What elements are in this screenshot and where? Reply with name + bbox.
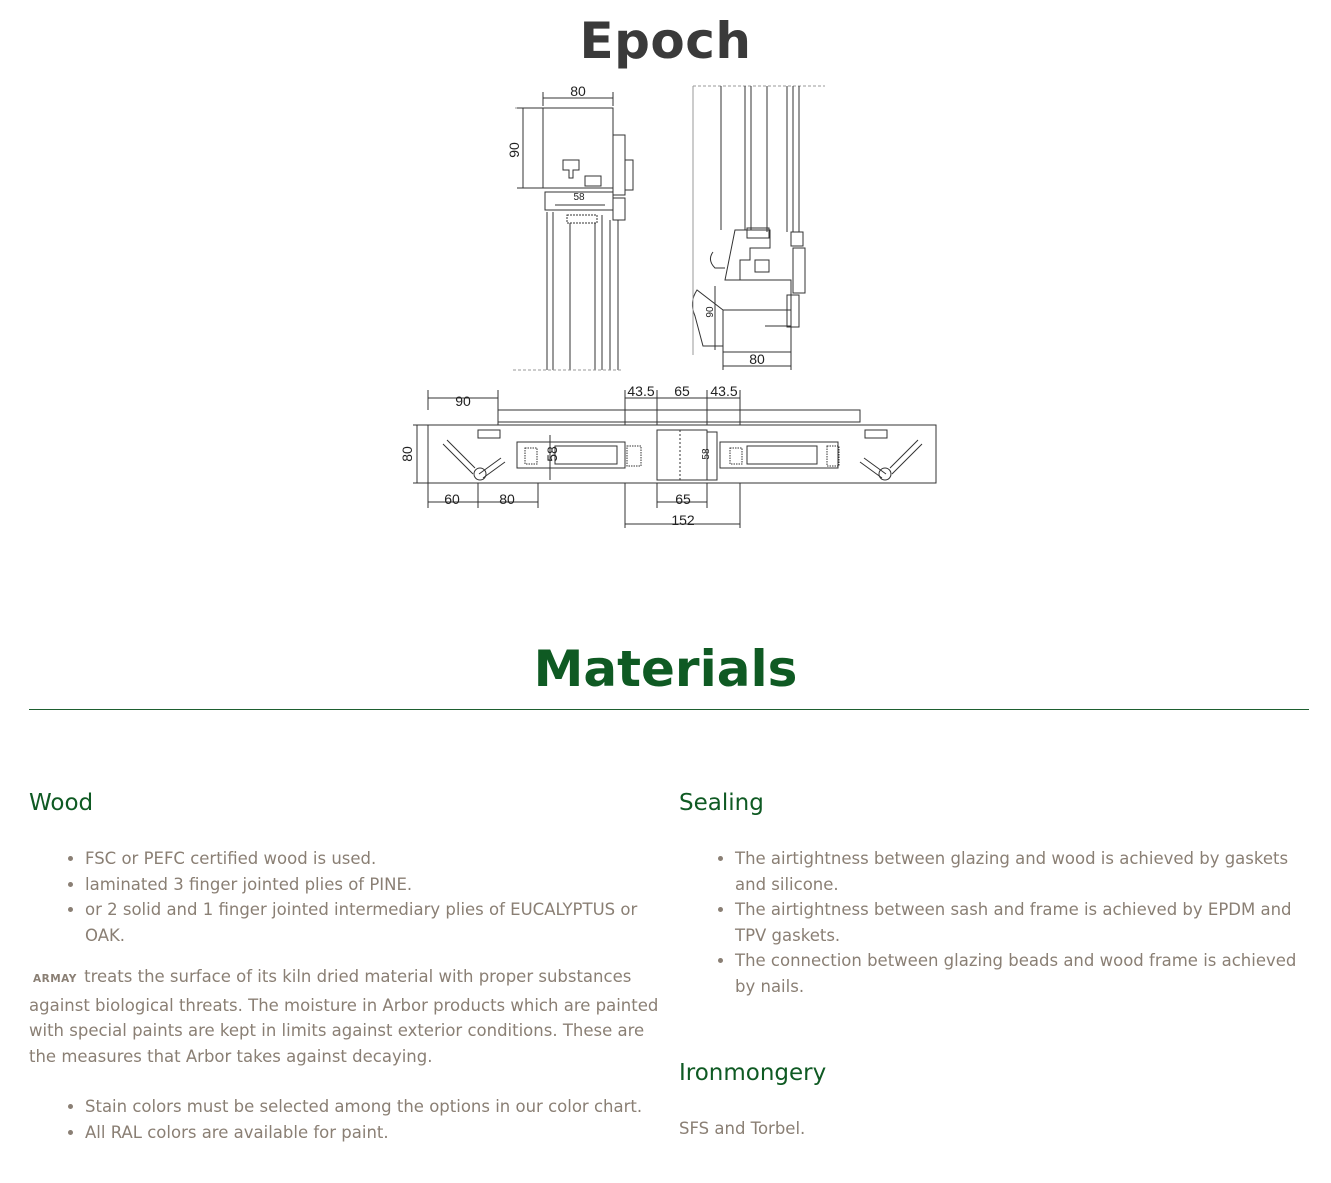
list-item: • The connection between glazing beads and wood frame is achieved by nails. [735,948,1311,999]
sealing-heading: Sealing [679,790,764,816]
dim-mullion-left: 43.5 [627,383,655,399]
dim-bottom-left: 60 [444,491,460,507]
horizontal-section [413,390,936,528]
wood-paragraph-text: treats the surface of its kiln dried material with proper substances against biological threats. The moisture in Arbor products which are painted with special paints are kept in limits against exterior conditions. These are the measures that Arbor takes against decaying. [29,967,659,1066]
list-item: • The airtightness between sash and frame is achieved by EPDM and TPV gaskets. [735,897,1311,948]
dim-mullion-right: 43.5 [710,383,738,399]
dim-top-height: 90 [506,142,522,158]
vertical-section-top [513,92,633,370]
ironmongery-heading: Ironmongery [679,1060,827,1086]
ironmongery-text: SFS and Torbel. [679,1119,806,1138]
brand-name: ARMAY [33,973,77,985]
dim-frame-width: 90 [455,393,471,409]
list-item: • FSC or PEFC certified wood is used. [85,846,664,872]
wood-color-list [29,1094,664,1145]
dim-bottom-width: 80 [749,351,765,367]
dim-bottom-total: 152 [671,512,695,528]
dim-mullion-mid: 65 [674,383,690,399]
wood-list [29,846,664,948]
list-item: • All RAL colors are available for paint. [85,1120,664,1146]
dim-top-inner: 58 [573,192,585,203]
technical-drawing [395,80,945,535]
sealing-list [679,846,1311,999]
list-item: • The airtightness between glazing and wood is achieved by gaskets and silicone. [735,846,1311,897]
sealing-column [679,786,1311,1142]
list-item: • laminated 3 finger jointed plies of PINE. [85,872,664,898]
wood-column [29,786,664,1145]
dim-bottom-height: 90 [705,306,716,318]
dim-glass-right: 58 [701,448,712,460]
dim-bottom-mullion: 65 [675,491,691,507]
vertical-section-bottom [692,86,825,370]
materials-title: Materials [533,640,798,698]
section-divider [29,709,1309,710]
dim-bottom-mid: 80 [499,491,515,507]
wood-paragraph [29,964,664,1069]
list-item: • or 2 solid and 1 finger jointed intermediary plies of EUCALYPTUS or OAK. [85,897,664,948]
dim-frame-height: 80 [399,446,415,462]
dim-top-width: 80 [570,83,586,99]
wood-heading: Wood [29,790,94,816]
page-title: Epoch [579,12,752,70]
dim-glass-left: 58 [544,446,560,462]
list-item: • Stain colors must be selected among the options in our color chart. [85,1094,664,1120]
